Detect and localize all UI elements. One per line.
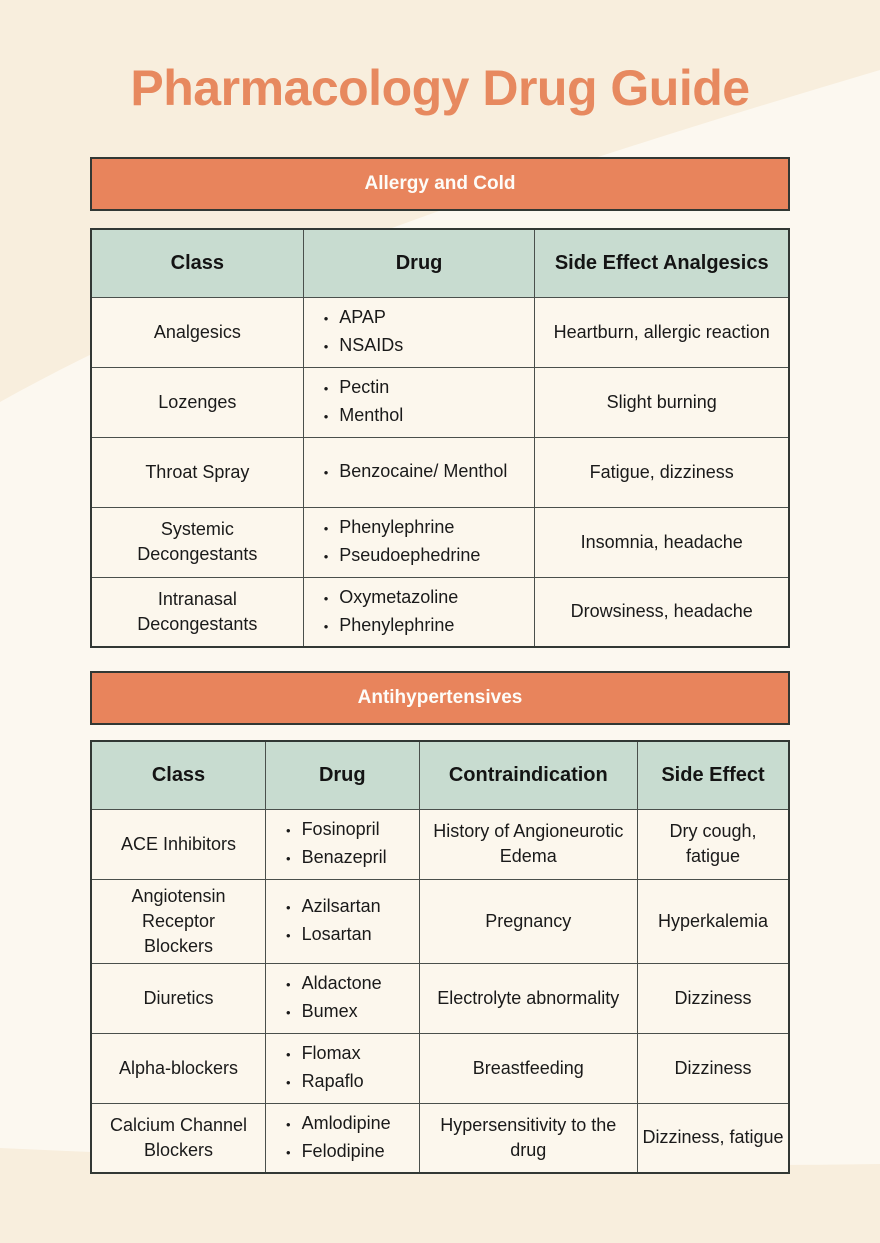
drug-name: Phenylephrine (339, 614, 455, 635)
cell-drugs (303, 297, 535, 367)
cell-drugs (266, 809, 420, 879)
cell-drugs (303, 577, 535, 647)
drug-name: Felodipine (301, 1140, 385, 1161)
table-row (91, 809, 789, 879)
bullet-icon: • (323, 339, 329, 354)
cell-contraindication: Pregnancy (419, 879, 637, 963)
bullet-icon: • (323, 409, 329, 424)
table-row (91, 437, 789, 507)
table-row (91, 1033, 789, 1103)
column-header: Class (91, 229, 303, 297)
drug-item (286, 921, 413, 949)
drug-item (286, 816, 413, 844)
drug-item (324, 402, 529, 430)
drug-name: Oxymetazoline (339, 586, 459, 607)
cell-drugs (266, 1103, 420, 1173)
bullet-icon: • (286, 977, 291, 992)
section-header-antihypertensives: Antihypertensives (90, 671, 790, 725)
drug-item (286, 1040, 413, 1068)
cell-side_effect: Hyperkalemia (638, 879, 789, 963)
cell-class: ACE Inhibitors (91, 809, 266, 879)
bullet-icon: • (323, 521, 329, 536)
cell-drugs (266, 879, 420, 963)
table-header-row (91, 741, 789, 809)
cell-side_effect: Fatigue, dizziness (535, 437, 789, 507)
cell-drugs (303, 437, 535, 507)
table-header-row (91, 229, 789, 297)
drug-list (324, 514, 529, 570)
cell-side_effect: Dizziness (638, 1033, 789, 1103)
drug-list (286, 816, 413, 872)
table-row (91, 577, 789, 647)
bullet-icon: • (286, 1075, 291, 1090)
bullet-icon: • (323, 381, 329, 396)
column-header: Contraindication (419, 741, 637, 809)
bullet-icon: • (286, 1116, 291, 1132)
cell-class: Alpha-blockers (91, 1033, 266, 1103)
allergy-cold-table (90, 228, 790, 648)
drug-list (286, 970, 413, 1026)
drug-item (286, 1110, 413, 1138)
cell-class: Angiotensin Receptor Blockers (91, 879, 266, 963)
cell-drugs (266, 1033, 420, 1103)
cell-contraindication: History of Angioneurotic Edema (419, 809, 637, 879)
column-header: Side Effect Analgesics (535, 229, 789, 297)
cell-side_effect: Dry cough, fatigue (638, 809, 789, 879)
drug-item (324, 514, 529, 542)
cell-side_effect: Dizziness, fatigue (638, 1103, 789, 1173)
column-header: Drug (303, 229, 535, 297)
bullet-icon: • (323, 311, 329, 326)
drug-name: Menthol (339, 405, 404, 425)
antihypertensives-table (90, 740, 790, 1174)
cell-side_effect: Insomnia, headache (535, 507, 789, 577)
cell-class: Calcium Channel Blockers (91, 1103, 266, 1173)
bullet-icon: • (286, 823, 291, 838)
drug-item (324, 542, 529, 570)
cell-drugs (266, 963, 420, 1033)
table-row (91, 963, 789, 1033)
drug-name: APAP (339, 307, 386, 327)
cell-class: Intranasal Decongestants (91, 577, 303, 647)
bullet-icon: • (323, 549, 329, 564)
bullet-icon: • (286, 1005, 291, 1020)
cell-class: Lozenges (91, 367, 303, 437)
table-row (91, 367, 789, 437)
drug-list (286, 1110, 413, 1166)
drug-list (324, 458, 529, 486)
drug-item (324, 612, 529, 640)
drug-name: Rapaflo (301, 1071, 364, 1091)
column-header: Class (91, 741, 266, 809)
drug-name: Amlodipine (301, 1112, 391, 1133)
drug-item (286, 1068, 413, 1096)
drug-name: Bumex (301, 1001, 358, 1021)
drug-name: Benazepril (301, 847, 387, 867)
drug-name: NSAIDs (339, 335, 404, 355)
cell-side_effect: Drowsiness, headache (535, 577, 789, 647)
drug-item (324, 374, 529, 402)
drug-name: Aldactone (301, 973, 382, 993)
bullet-icon: • (286, 851, 291, 866)
bullet-icon: • (286, 928, 291, 943)
table-row (91, 879, 789, 963)
drug-list (324, 374, 529, 430)
drug-list (286, 893, 413, 949)
drug-name: Benzocaine/ Menthol (339, 461, 508, 481)
bullet-icon: • (323, 590, 329, 606)
drug-item (324, 304, 529, 332)
drug-list (286, 1040, 413, 1096)
cell-side_effect: Dizziness (638, 963, 789, 1033)
column-header: Drug (266, 741, 420, 809)
drug-name: Pseudoephedrine (339, 545, 481, 565)
drug-list (324, 584, 529, 640)
drug-item (286, 1138, 413, 1166)
cell-side_effect: Slight burning (535, 367, 789, 437)
drug-name: Pectin (339, 377, 390, 397)
drug-item (324, 584, 529, 612)
bullet-icon: • (286, 1144, 291, 1160)
cell-contraindication: Breastfeeding (419, 1033, 637, 1103)
bullet-icon: • (286, 900, 291, 915)
cell-class: Diuretics (91, 963, 266, 1033)
table-row (91, 297, 789, 367)
cell-drugs (303, 367, 535, 437)
drug-item (324, 458, 529, 486)
drug-name: Azilsartan (301, 896, 381, 916)
bullet-icon: • (323, 465, 329, 480)
page-title: Pharmacology Drug Guide (130, 60, 750, 116)
table-row (91, 507, 789, 577)
drug-name: Phenylephrine (339, 517, 455, 537)
drug-item (286, 893, 413, 921)
cell-class: Throat Spray (91, 437, 303, 507)
drug-list (324, 304, 529, 360)
drug-name: Fosinopril (301, 819, 380, 839)
table-row (91, 1103, 789, 1173)
cell-drugs (303, 507, 535, 577)
bullet-icon: • (323, 618, 329, 634)
drug-item (286, 998, 413, 1026)
cell-side_effect: Heartburn, allergic reaction (535, 297, 789, 367)
bullet-icon: • (286, 1047, 291, 1062)
drug-item (286, 844, 413, 872)
drug-item (286, 970, 413, 998)
section-header-allergy-cold: Allergy and Cold (90, 157, 790, 211)
drug-item (324, 332, 529, 360)
cell-contraindication: Electrolyte abnormality (419, 963, 637, 1033)
cell-contraindication: Hypersensitivity to the drug (419, 1103, 637, 1173)
cell-class: Analgesics (91, 297, 303, 367)
drug-name: Losartan (301, 924, 372, 944)
cell-class: Systemic Decongestants (91, 507, 303, 577)
drug-name: Flomax (301, 1043, 361, 1063)
column-header: Side Effect (638, 741, 789, 809)
